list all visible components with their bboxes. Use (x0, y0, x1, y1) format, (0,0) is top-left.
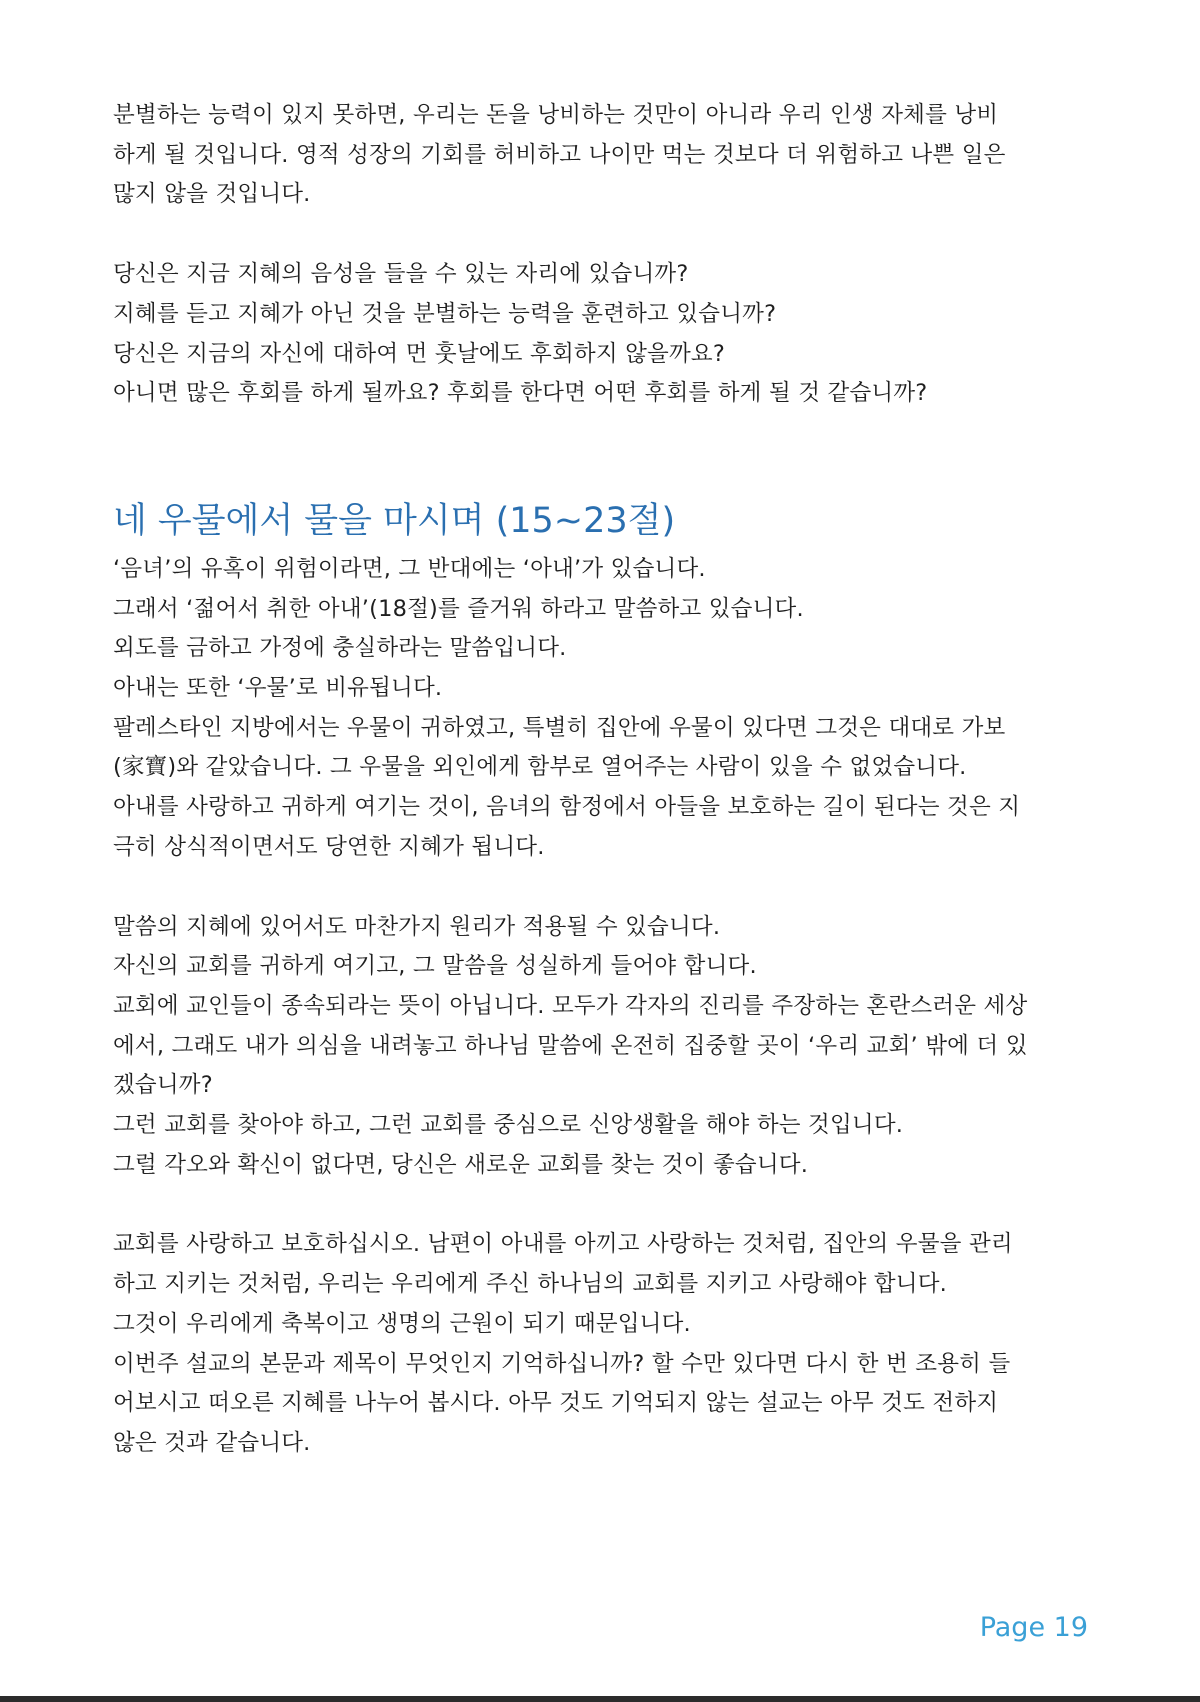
text-line: 교회에 교인들이 종속되라는 뜻이 아닙니다. 모두가 각자의 진리를 주장하는 혼란스러운 세상 (113, 992, 1028, 1019)
text-line: 이번주 설교의 본문과 제목이 무엇인지 기억하십니까? 할 수만 있다면 다시 한 번 조용히 들 (113, 1350, 1011, 1377)
document-body (113, 96, 1098, 1464)
text-line: 분별하는 능력이 있지 못하면, 우리는 돈을 낭비하는 것만이 아니라 우리 인생 자체를 낭비 (113, 102, 999, 128)
text-line: (家寶)와 같았습니다. 그 우물을 외인에게 함부로 열어주는 사람이 있을 수 없었습니다. (113, 754, 967, 781)
text-line: 그것이 우리에게 축복이고 생명의 근원이 되기 때문입니다. (113, 1310, 691, 1337)
intro-paragraph-1 (113, 96, 1098, 215)
text-line: ‘음녀’의 유혹이 위험이라면, 그 반대에는 ‘아내’가 있습니다. (113, 555, 706, 582)
text-line: 그래서 ‘젊어서 취한 아내’(18절)를 즐거워 하라고 말씀하고 있습니다. (113, 595, 804, 622)
text-line: 않은 것과 같습니다. (113, 1429, 311, 1456)
text-line: 당신은 지금의 자신에 대하여 먼 훗날에도 후회하지 않을까요? (113, 340, 725, 367)
paragraph-gap (113, 868, 1098, 908)
section-heading: 네 우물에서 물을 마시며 (15~23절) (113, 500, 676, 541)
bottom-rule (0, 1696, 1200, 1702)
text-line: 말씀의 지혜에 있어서도 마찬가지 원리가 적용될 수 있습니다. (113, 913, 721, 940)
text-line: 아내는 또한 ‘우물’로 비유됩니다. (113, 675, 443, 702)
text-line: 극히 상식적이면서도 당연한 지혜가 됩니다. (113, 833, 545, 860)
paragraph-gap (113, 1185, 1098, 1225)
text-line: 아내를 사랑하고 귀하게 여기는 것이, 음녀의 함정에서 아들을 보호하는 길이 된다는 것은 지 (113, 794, 1021, 821)
intro-paragraph-2 (113, 255, 1098, 414)
section-paragraph-2 (113, 908, 1098, 1186)
text-line: 아니면 많은 후회를 하게 될까요? 후회를 한다면 어떤 후회를 하게 될 것 같습니까? (113, 380, 928, 407)
text-line: 어보시고 떠오른 지혜를 나누어 봅시다. 아무 것도 기억되지 않는 설교는 아무 것도 전하지 (113, 1390, 999, 1417)
text-line: 겠습니까? (113, 1072, 213, 1099)
text-line: 지혜를 듣고 지혜가 아닌 것을 분별하는 능력을 훈련하고 있습니까? (113, 300, 777, 327)
section-gap (113, 414, 1098, 492)
text-line: 에서, 그래도 내가 의심을 내려놓고 하나님 말씀에 온전히 집중할 곳이 ‘우리 교회’ 밖에 더 있 (113, 1032, 1028, 1059)
section-paragraph-1 (113, 550, 1098, 868)
page-number: Page 19 (979, 1612, 1088, 1643)
text-line: 하고 지키는 것처럼, 우리는 우리에게 주신 하나님의 교회를 지키고 사랑해야 합니다. (113, 1271, 948, 1298)
text-line: 많지 않을 것입니다. (113, 181, 311, 208)
text-line: 그럴 각오와 확신이 없다면, 당신은 새로운 교회를 찾는 것이 좋습니다. (113, 1151, 809, 1178)
text-line: 당신은 지금 지혜의 음성을 들을 수 있는 자리에 있습니까? (113, 261, 689, 288)
text-line: 팔레스타인 지방에서는 우물이 귀하였고, 특별히 집안에 우물이 있다면 그것은 대대로 가보 (113, 714, 1006, 741)
text-line: 그런 교회를 찾아야 하고, 그런 교회를 중심으로 신앙생활을 해야 하는 것입니다. (113, 1112, 904, 1139)
text-line: 하게 될 것입니다. 영적 성장의 기회를 허비하고 나이만 먹는 것보다 더 위험하고 나쁜 일은 (113, 141, 1006, 168)
text-line: 자신의 교회를 귀하게 여기고, 그 말씀을 성실하게 들어야 합니다. (113, 953, 757, 980)
text-line: 교회를 사랑하고 보호하십시오. 남편이 아내를 아끼고 사랑하는 것처럼, 집안의 우물을 관리 (113, 1231, 1013, 1258)
text-line: 외도를 금하고 가정에 충실하라는 말씀입니다. (113, 635, 567, 662)
paragraph-gap (113, 215, 1098, 255)
section-paragraph-3 (113, 1225, 1098, 1463)
